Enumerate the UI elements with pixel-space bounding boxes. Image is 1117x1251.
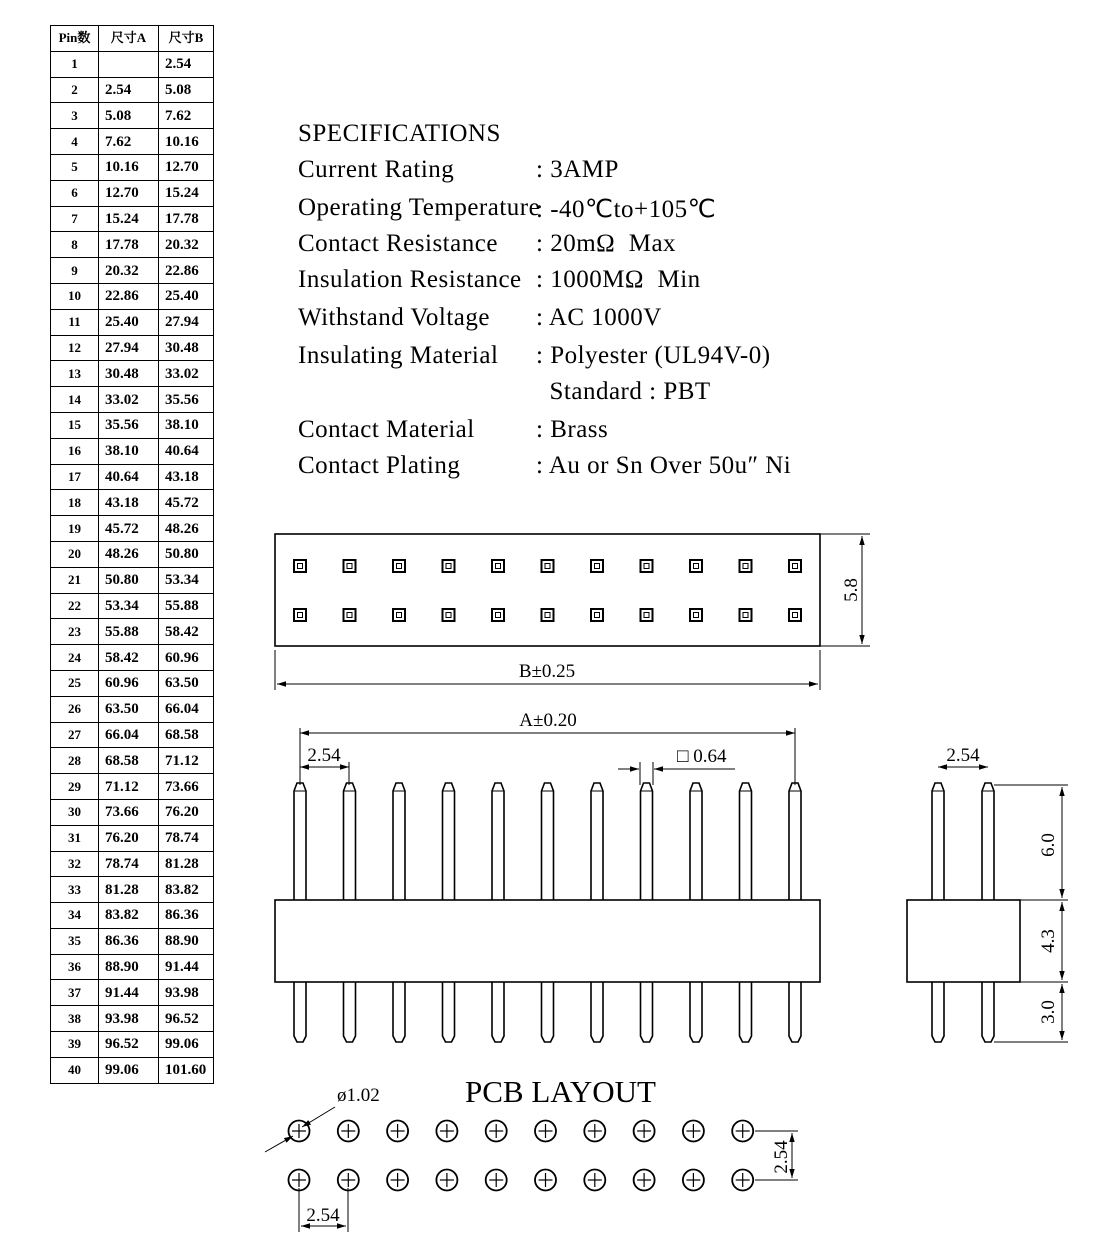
top-pin-square-inner [545,564,550,569]
pin-count-cell: 38 [51,1006,99,1032]
header-size-b: 尺寸B [159,26,214,52]
top-pin-square [344,560,356,572]
top-pin-square-inner [595,564,600,569]
pin-count-cell: 13 [51,361,99,387]
size-b-cell: 73.66 [159,774,214,800]
top-pin-square-inner [545,613,550,618]
pin-count-cell: 30 [51,799,99,825]
size-a-cell: 78.74 [99,851,159,877]
spec-value: : 1000MΩ Min [536,266,701,293]
pin-count-cell: 1 [51,51,99,77]
spec-value: : Brass [536,416,609,443]
size-b-cell: 20.32 [159,232,214,258]
spec-value: : AC 1000V [536,304,662,331]
pcb-layout [265,1074,798,1232]
size-b-cell: 12.70 [159,154,214,180]
size-a-cell: 63.50 [99,696,159,722]
pin-count-cell: 3 [51,103,99,129]
front-pin-upper [591,783,603,900]
top-view [275,534,870,690]
front-pin-lower [789,982,801,1042]
pin-count-cell: 36 [51,954,99,980]
top-view-body [275,534,820,646]
pin-count-cell: 5 [51,154,99,180]
front-pin-upper [789,783,801,900]
size-b-cell: 25.40 [159,283,214,309]
pin-count-cell: 7 [51,206,99,232]
pin-count-cell: 33 [51,877,99,903]
top-pin-square [294,609,306,621]
pcb-layout-title: PCB LAYOUT [465,1074,656,1109]
pin-size-label: □ 0.64 [677,746,727,767]
front-pin-lower [344,982,356,1042]
size-a-cell: 76.20 [99,825,159,851]
front-pin-lower [542,982,554,1042]
top-pin-square-inner [347,564,352,569]
size-b-cell: 99.06 [159,1032,214,1058]
top-pin-square-inner [644,613,649,618]
top-view-pins [294,560,801,621]
size-b-cell: 45.72 [159,490,214,516]
pin-count-cell: 4 [51,129,99,155]
size-b-cell: 60.96 [159,645,214,671]
top-pin-square-inner [446,613,451,618]
top-pin-square [393,609,405,621]
size-a-cell: 66.04 [99,722,159,748]
size-a-cell: 43.18 [99,490,159,516]
pitch-label: 2.54 [307,745,341,766]
size-b-cell: 58.42 [159,619,214,645]
front-pin-upper [740,783,752,900]
top-pin-square [492,609,504,621]
pin-count-cell: 28 [51,748,99,774]
size-a-cell: 7.62 [99,129,159,155]
size-b-cell: 76.20 [159,799,214,825]
top-pin-square-inner [298,613,303,618]
size-b-cell: 30.48 [159,335,214,361]
size-a-cell: 58.42 [99,645,159,671]
size-b-cell: 43.18 [159,464,214,490]
top-pin-square-inner [694,564,699,569]
size-b-cell: 2.54 [159,51,214,77]
front-pin-upper [294,783,306,900]
size-a-cell: 48.26 [99,541,159,567]
spec-value: : Polyester (UL94V-0) [536,342,771,369]
size-a-cell: 99.06 [99,1057,159,1083]
pin-count-cell: 37 [51,980,99,1006]
pin-count-cell: 39 [51,1032,99,1058]
upper-pin-label: 6.0 [1038,833,1059,857]
pcb-row-pitch-label: 2.54 [771,1140,792,1174]
top-pin-square-inner [644,564,649,569]
spec-label: Withstand Voltage [298,304,490,331]
size-b-cell: 50.80 [159,541,214,567]
spec-label: Insulating Material [298,342,499,369]
size-b-cell: 63.50 [159,670,214,696]
top-pin-square [344,609,356,621]
size-b-cell: 53.34 [159,567,214,593]
top-pin-square [393,560,405,572]
size-a-cell: 50.80 [99,567,159,593]
size-b-cell: 40.64 [159,438,214,464]
top-height-label: 5.8 [841,578,862,602]
size-b-cell: 66.04 [159,696,214,722]
top-pin-square [294,560,306,572]
pin-count-cell: 29 [51,774,99,800]
top-pin-square-inner [298,564,303,569]
spec-label: Contact Material [298,416,475,443]
front-view-body [275,900,820,982]
pin-count-cell: 22 [51,593,99,619]
size-a-cell: 35.56 [99,412,159,438]
size-a-cell: 17.78 [99,232,159,258]
spec-label: Contact Plating [298,452,461,479]
size-b-cell: 22.86 [159,258,214,284]
top-pin-square [789,560,801,572]
size-b-cell: 91.44 [159,954,214,980]
front-view [275,710,820,1042]
top-pin-square-inner [743,564,748,569]
size-a-cell: 27.94 [99,335,159,361]
top-pin-square-inner [397,613,402,618]
top-pin-square [740,609,752,621]
size-b-cell: 15.24 [159,180,214,206]
pin-count-cell: 18 [51,490,99,516]
spec-value: Standard : PBT [536,378,711,405]
spec-label: Current Rating [298,156,455,183]
size-b-cell: 78.74 [159,825,214,851]
front-pin-upper [344,783,356,900]
pin-count-cell: 16 [51,438,99,464]
size-a-cell: 30.48 [99,361,159,387]
pin-count-cell: 24 [51,645,99,671]
span-label: A±0.20 [519,710,577,731]
size-b-cell: 88.90 [159,928,214,954]
top-pin-square [690,560,702,572]
pin-count-cell: 26 [51,696,99,722]
hole-diameter-label: ø1.02 [337,1085,380,1106]
pin-count-cell: 19 [51,516,99,542]
pin-count-cell: 8 [51,232,99,258]
spec-label: Contact Resistance [298,230,498,257]
front-pin-lower [443,982,455,1042]
side-pitch-label: 2.54 [946,745,980,766]
pcb-holes [289,1121,754,1191]
front-pin-upper [492,783,504,900]
top-pin-square [690,609,702,621]
hole-leader-lower [265,1136,293,1152]
size-b-cell: 5.08 [159,77,214,103]
specifications-title: SPECIFICATIONS [298,120,501,147]
pin-count-cell: 2 [51,77,99,103]
pin-count-cell: 35 [51,928,99,954]
header-pin-count: Pin数 [51,26,99,52]
size-a-cell: 73.66 [99,799,159,825]
pin-count-cell: 6 [51,180,99,206]
top-pin-square [641,560,653,572]
size-a-cell: 22.86 [99,283,159,309]
pin-count-cell: 12 [51,335,99,361]
top-pin-square-inner [793,564,798,569]
pin-count-cell: 10 [51,283,99,309]
size-a-cell: 88.90 [99,954,159,980]
size-a-cell: 2.54 [99,77,159,103]
size-a-cell: 93.98 [99,1006,159,1032]
size-a-cell: 5.08 [99,103,159,129]
side-view [907,745,1068,1042]
top-pin-square [740,560,752,572]
pin-count-cell: 14 [51,387,99,413]
pin-count-cell: 20 [51,541,99,567]
pin-count-cell: 40 [51,1057,99,1083]
size-b-cell: 81.28 [159,851,214,877]
size-a-cell: 38.10 [99,438,159,464]
size-b-cell: 101.60 [159,1057,214,1083]
size-a-cell: 81.28 [99,877,159,903]
size-a-cell: 96.52 [99,1032,159,1058]
size-b-cell: 38.10 [159,412,214,438]
size-a-cell: 20.32 [99,258,159,284]
top-pin-square [443,560,455,572]
size-b-cell: 71.12 [159,748,214,774]
length-label: B±0.25 [518,661,576,682]
spec-value: : Au or Sn Over 50u″ Ni [536,452,792,479]
top-pin-square [591,609,603,621]
pin-count-cell: 17 [51,464,99,490]
top-pin-square-inner [496,613,501,618]
spec-value: : 20mΩ Max [536,230,677,257]
front-pin-upper [641,783,653,900]
front-pin-lower [641,982,653,1042]
size-b-cell: 68.58 [159,722,214,748]
top-pin-square [789,609,801,621]
top-pin-square-inner [347,613,352,618]
top-pin-square [492,560,504,572]
size-a-cell: 12.70 [99,180,159,206]
size-b-cell: 55.88 [159,593,214,619]
top-pin-square-inner [743,613,748,618]
front-pin-upper [690,783,702,900]
pcb-col-pitch-label: 2.54 [306,1205,340,1226]
pin-count-cell: 15 [51,412,99,438]
size-a-cell: 40.64 [99,464,159,490]
size-b-cell: 93.98 [159,980,214,1006]
spec-label: Insulation Resistance [298,266,522,293]
pin-count-cell: 31 [51,825,99,851]
front-pin-lower [591,982,603,1042]
front-pin-lower [294,982,306,1042]
size-b-cell: 27.94 [159,309,214,335]
top-pin-square-inner [694,613,699,618]
size-a-cell: 83.82 [99,903,159,929]
side-pin-upper [982,783,994,900]
front-pin-upper [443,783,455,900]
front-pin-lower [492,982,504,1042]
side-view-body [907,900,1020,982]
size-a-cell: 60.96 [99,670,159,696]
pin-count-cell: 11 [51,309,99,335]
pin-count-cell: 9 [51,258,99,284]
size-a-cell: 10.16 [99,154,159,180]
size-b-cell: 10.16 [159,129,214,155]
front-pin-upper [393,783,405,900]
top-pin-square-inner [793,613,798,618]
top-pin-square-inner [446,564,451,569]
size-b-cell: 48.26 [159,516,214,542]
size-a-cell: 45.72 [99,516,159,542]
size-b-cell: 83.82 [159,877,214,903]
spec-value: : -40℃to+105℃ [536,196,717,223]
top-pin-square-inner [595,613,600,618]
size-b-cell: 17.78 [159,206,214,232]
size-b-cell: 86.36 [159,903,214,929]
size-b-cell: 96.52 [159,1006,214,1032]
size-b-cell: 35.56 [159,387,214,413]
top-pin-square [591,560,603,572]
size-a-cell: 53.34 [99,593,159,619]
size-a-cell: 25.40 [99,309,159,335]
size-a-cell: 33.02 [99,387,159,413]
size-a-cell: 71.12 [99,774,159,800]
top-pin-square-inner [397,564,402,569]
pin-count-cell: 27 [51,722,99,748]
size-a-cell: 86.36 [99,928,159,954]
front-pin-lower [740,982,752,1042]
side-pin-lower [932,982,944,1042]
pin-count-cell: 25 [51,670,99,696]
pin-count-cell: 23 [51,619,99,645]
body-height-label: 4.3 [1038,929,1059,953]
size-b-cell: 7.62 [159,103,214,129]
spec-label: Operating Temperature [298,194,541,221]
top-pin-square [641,609,653,621]
side-pin-lower [982,982,994,1042]
size-a-cell: 55.88 [99,619,159,645]
side-pin-upper [932,783,944,900]
size-a-cell: 68.58 [99,748,159,774]
top-pin-square [542,609,554,621]
size-a-cell: 91.44 [99,980,159,1006]
pin-count-cell: 34 [51,903,99,929]
front-pin-lower [393,982,405,1042]
size-b-cell: 33.02 [159,361,214,387]
top-pin-square [443,609,455,621]
pin-count-cell: 21 [51,567,99,593]
header-size-a: 尺寸A [99,26,159,52]
spec-value: : 3AMP [536,156,619,183]
front-pin-upper [542,783,554,900]
pin-count-cell: 32 [51,851,99,877]
top-pin-square [542,560,554,572]
size-a-cell: 15.24 [99,206,159,232]
lower-pin-label: 3.0 [1038,1000,1059,1024]
front-pin-lower [690,982,702,1042]
top-pin-square-inner [496,564,501,569]
